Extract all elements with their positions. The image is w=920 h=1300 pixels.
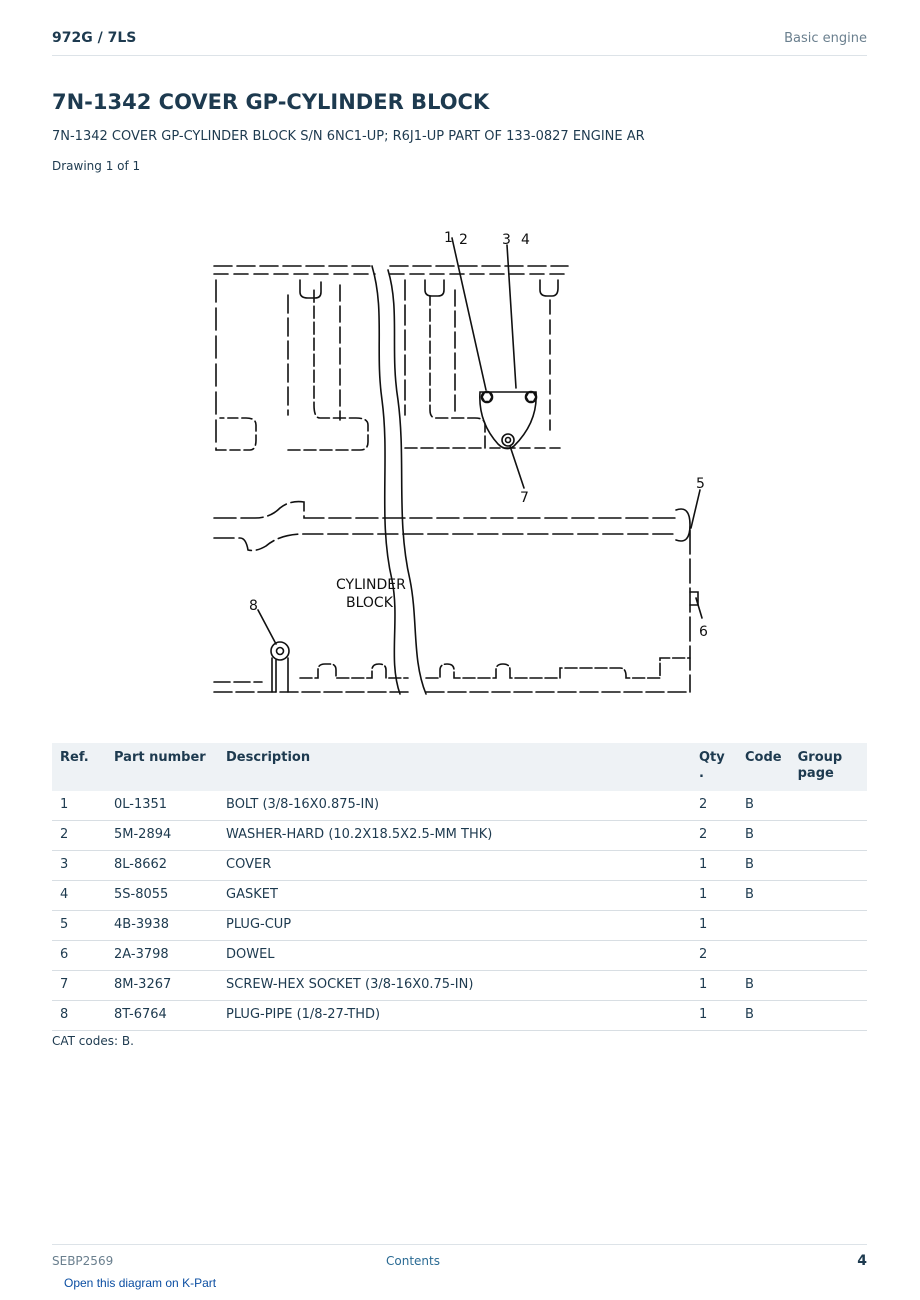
cell-description: WASHER-HARD (10.2X18.5X2.5-MM THK) [218, 821, 691, 851]
cell-code [737, 941, 790, 971]
cell-ref: 4 [52, 881, 106, 911]
cell-part-number: 2A-3798 [106, 941, 218, 971]
header-group-line1: Group [797, 750, 843, 765]
table-row [52, 911, 867, 941]
header-ref: Ref. [52, 743, 106, 791]
callout-7: 7 [520, 490, 529, 506]
cell-qty: 2 [691, 941, 737, 971]
table-row [52, 821, 867, 851]
header-group-line2: page [797, 766, 834, 781]
drawing-count: Drawing 1 of 1 [52, 159, 141, 173]
cell-part-number: 5M-2894 [106, 821, 218, 851]
cell-ref: 5 [52, 911, 106, 941]
header-code: Code [737, 743, 790, 791]
cell-description: PLUG-PIPE (1/8-27-THD) [218, 1001, 691, 1031]
cell-code: B [737, 851, 790, 881]
cell-code: B [737, 971, 790, 1001]
callout-4: 4 [521, 232, 530, 248]
cell-code: B [737, 1001, 790, 1031]
document-id: SEBP2569 [52, 1254, 114, 1268]
cell-description: PLUG-CUP [218, 911, 691, 941]
page-footer [52, 1244, 867, 1275]
cell-ref: 2 [52, 821, 106, 851]
cell-part-number: 8T-6764 [106, 1001, 218, 1031]
cell-qty: 1 [691, 911, 737, 941]
cell-description: SCREW-HEX SOCKET (3/8-16X0.75-IN) [218, 971, 691, 1001]
page-number: 4 [857, 1253, 867, 1269]
contents-link[interactable]: Contents [386, 1254, 440, 1268]
kpart-diagram-link[interactable]: Open this diagram on K-Part [64, 1276, 217, 1290]
cell-description: DOWEL [218, 941, 691, 971]
cell-qty: 1 [691, 1001, 737, 1031]
parts-diagram [200, 200, 720, 710]
parts-table [52, 743, 867, 1031]
table-row [52, 1001, 867, 1031]
header-description: Description [218, 743, 691, 791]
callout-1: 1 [444, 230, 453, 246]
header-qty-line2: . [699, 766, 704, 781]
header-part-number: Part number [106, 743, 218, 791]
cell-group-page [790, 821, 867, 851]
cell-qty: 1 [691, 881, 737, 911]
cell-description: COVER [218, 851, 691, 881]
cell-ref: 6 [52, 941, 106, 971]
table-row [52, 881, 867, 911]
page-title: 7N-1342 COVER GP-CYLINDER BLOCK [52, 90, 490, 114]
table-row [52, 791, 867, 821]
table-header-row [52, 743, 867, 791]
cell-code: B [737, 881, 790, 911]
cell-group-page [790, 1001, 867, 1031]
cell-part-number: 5S-8055 [106, 881, 218, 911]
cell-ref: 3 [52, 851, 106, 881]
cell-description: GASKET [218, 881, 691, 911]
block-label: BLOCK [346, 595, 393, 611]
header-qty-line1: Qty [699, 750, 725, 765]
cell-code: B [737, 821, 790, 851]
cell-qty: 2 [691, 821, 737, 851]
cell-group-page [790, 971, 867, 1001]
cell-part-number: 8M-3267 [106, 971, 218, 1001]
callout-6: 6 [699, 624, 708, 640]
cell-code [737, 911, 790, 941]
cell-group-page [790, 791, 867, 821]
cylinder-block-drawing [200, 200, 720, 710]
cell-qty: 1 [691, 971, 737, 1001]
cell-part-number: 4B-3938 [106, 911, 218, 941]
cell-qty: 1 [691, 851, 737, 881]
callout-2: 2 [459, 232, 468, 248]
cell-group-page [790, 911, 867, 941]
header-group-page [790, 743, 867, 791]
cell-ref: 8 [52, 1001, 106, 1031]
callout-8: 8 [249, 598, 258, 614]
cell-ref: 7 [52, 971, 106, 1001]
cell-group-page [790, 941, 867, 971]
table-row [52, 851, 867, 881]
page-subtitle: 7N-1342 COVER GP-CYLINDER BLOCK S/N 6NC1-UP; R6J1-UP PART OF 133-0827 ENGINE AR [52, 129, 645, 144]
page-header [52, 28, 867, 56]
callout-3: 3 [502, 232, 511, 248]
cell-ref: 1 [52, 791, 106, 821]
cell-qty: 2 [691, 791, 737, 821]
table-row [52, 971, 867, 1001]
table-row [52, 941, 867, 971]
cell-group-page [790, 881, 867, 911]
cell-code: B [737, 791, 790, 821]
cell-part-number: 0L-1351 [106, 791, 218, 821]
model-label: 972G / 7LS [52, 30, 137, 46]
cell-group-page [790, 851, 867, 881]
cylinder-label: CYLINDER [336, 577, 406, 593]
cell-part-number: 8L-8662 [106, 851, 218, 881]
header-qty [691, 743, 737, 791]
cell-description: BOLT (3/8-16X0.875-IN) [218, 791, 691, 821]
cat-codes-note: CAT codes: B. [52, 1034, 134, 1048]
section-label: Basic engine [784, 31, 867, 46]
callout-5: 5 [696, 476, 705, 492]
